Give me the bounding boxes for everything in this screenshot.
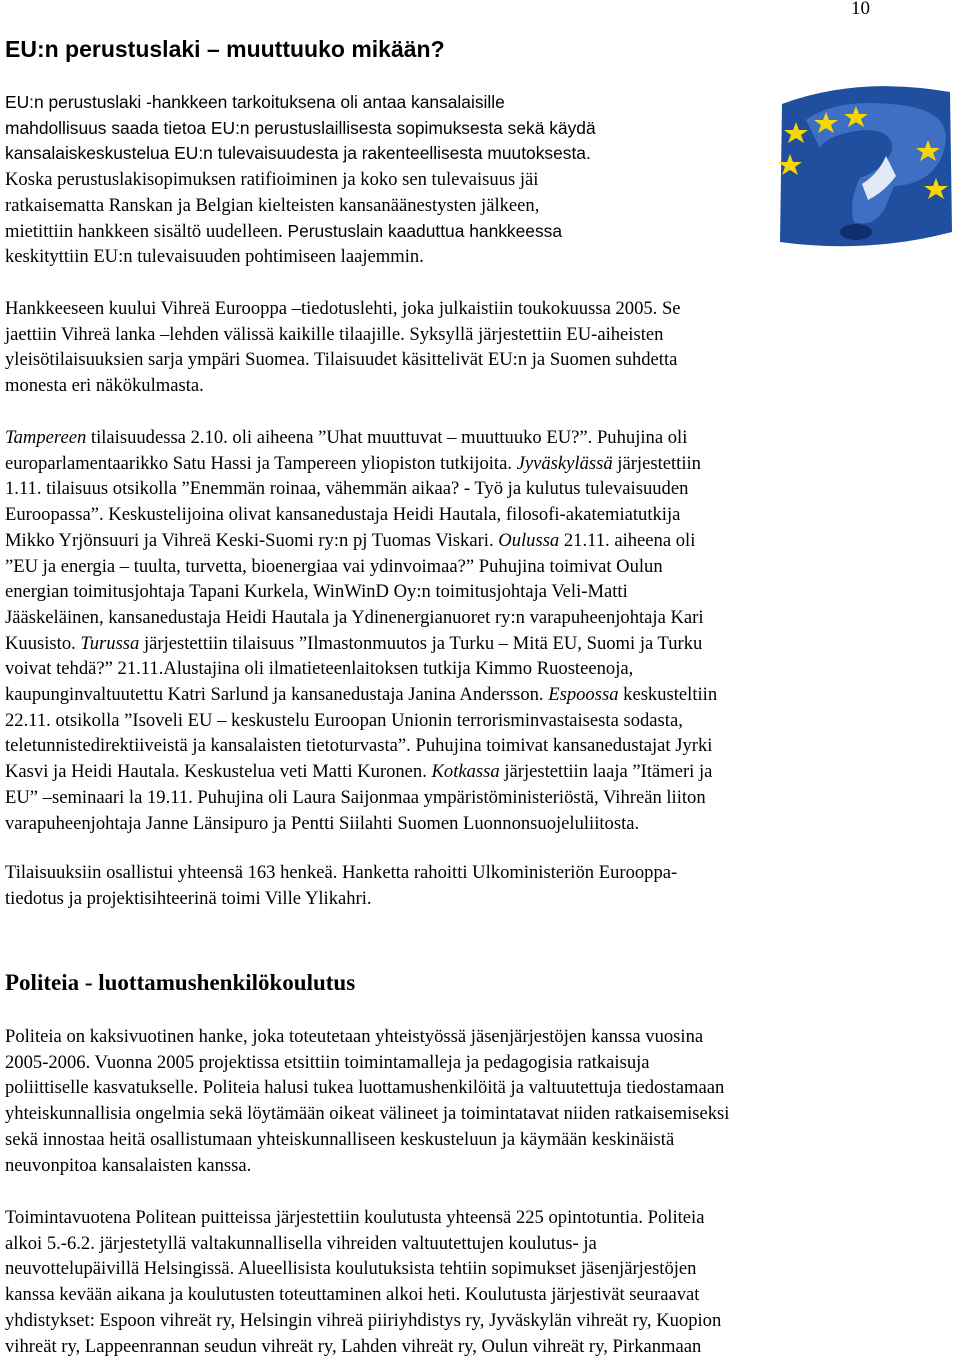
paragraph-line: 22.11. otsikolla ”Isoveli EU – keskustelu Euroopan Unionin terrorisminvastaisesta sodasta, bbox=[5, 709, 683, 731]
paragraph-line: voivat tehdä?” 21.11.Alustajina oli ilmatieteenlaitoksen tutkija Kimmo Ruosteenoja, bbox=[5, 658, 634, 680]
newsletter-paragraph bbox=[5, 296, 681, 399]
paragraph-line: EU” –seminaari la 19.11. Puhujina oli Laura Saijonmaa ympäristöministeriöstä, Vihreän liiton bbox=[5, 786, 706, 808]
paragraph-line: teletunnistedirektiiveistä ja kansalaisten tietoturvasta”. Puhujina toimivat kansanedustajat Jyrki bbox=[5, 735, 713, 757]
paragraph-line: Euroopassa”. Keskustelijoina olivat kansanedustaja Heidi Hautala, filosofi-akatemiatutkija bbox=[5, 504, 681, 526]
city-name: Espoossa bbox=[548, 684, 619, 706]
paragraph-line: yleisötilaisuuksien sarja ympäri Suomea. Tilaisuudet käsittelivät EU:n ja Suomen suhdetta bbox=[5, 349, 678, 371]
politeia-intro-paragraph bbox=[5, 1024, 729, 1178]
paragraph-line: varapuheenjohtaja Janne Länsipuro ja Pentti Siilahti Suomen Luonnonsuojeluliitosta. bbox=[5, 812, 640, 834]
intro-line: Koska perustuslakisopimuksen ratifioiminen ja koko sen tulevaisuus jäi bbox=[5, 169, 539, 191]
line-text: europarlamentaarikko Satu Hassi ja Tampereen yliopiston tutkijoita. bbox=[5, 452, 517, 474]
intro-line: mahdollisuus saada tietoa EU:n perustuslaillisesta sopimuksesta sekä käydä bbox=[5, 117, 596, 138]
events-paragraph bbox=[5, 425, 717, 836]
politeia-training-paragraph bbox=[5, 1205, 721, 1359]
summary-paragraph bbox=[5, 860, 677, 911]
paragraph-line: yhteiskunnallisia ongelmia sekä löytämään oikeat välineet ja toimintatavat niiden ratkaisemiseksi bbox=[5, 1103, 730, 1125]
paragraph-line: Politeia on kaksivuotinen hanke, joka toteutetaan yhteistyössä jäsenjärjestöjen kanssa vuosina bbox=[5, 1026, 704, 1047]
eu-question-logo-icon bbox=[768, 82, 958, 248]
line-text: Kuusisto. bbox=[5, 632, 81, 654]
paragraph-line: 2005-2006. Vuonna 2005 projektissa etsittiin toimintamalleja ja pedagogisia ratkaisuja bbox=[5, 1051, 650, 1073]
city-name: Turussa bbox=[80, 632, 140, 654]
intro-line-part: mietittiin hankkeen sisältö uudelleen. bbox=[5, 220, 288, 242]
line-text: tilaisuudessa 2.10. oli aiheena ”Uhat muuttuvat – muuttuuko EU?”. Puhujina oli bbox=[86, 427, 688, 448]
line-text: kaupunginvaltuutettu Katri Sarlund ja kansanedustaja Janina Andersson. bbox=[5, 684, 549, 706]
line-text: järjestettiin tilaisuus ”Ilmastonmuutos ja Turku – Mitä EU, Suomi ja Turku bbox=[139, 632, 703, 654]
paragraph-line: neuvonpitoa kansalaisten kanssa. bbox=[5, 1154, 252, 1176]
paragraph-line: neuvottelupäivillä Helsingissä. Alueellisista koulutuksista tehtiin sopimukset jäsenjärjestöjen bbox=[5, 1258, 697, 1280]
paragraph-line: monesta eri näkökulmasta. bbox=[5, 375, 204, 397]
paragraph-line: 1.11. tilaisuus otsikolla ”Enemmän roinaa, vähemmän aikaa? - Työ ja kulutus tulevaisuuden bbox=[5, 478, 689, 500]
intro-line: kansalaiskeskustelua EU:n tulevaisuudesta ja rakenteellisesta muutoksesta. bbox=[5, 143, 591, 164]
line-text: järjestettiin laaja ”Itämeri ja bbox=[499, 761, 713, 783]
section-title-politeia: Politeia - luottamushenkilökoulutus bbox=[5, 970, 356, 995]
paragraph-line: Toimintavuotena Politean puitteissa järjestettiin koulutusta yhteensä 225 opintotuntia. Politeia bbox=[5, 1207, 705, 1228]
paragraph-line: Tilaisuuksiin osallistui yhteensä 163 henkeä. Hanketta rahoitti Ulkoministeriön Eurooppa- bbox=[5, 862, 678, 883]
page-number: 10 bbox=[851, 0, 870, 19]
paragraph-line: Hankkeeseen kuului Vihreä Eurooppa –tiedotuslehti, joka julkaistiin toukokuussa 2005. Se bbox=[5, 298, 681, 319]
intro-line: EU:n perustuslaki -hankkeen tarkoituksena oli antaa kansalaisille bbox=[5, 92, 505, 112]
paragraph-line bbox=[5, 631, 717, 657]
intro-paragraph bbox=[5, 90, 596, 270]
line-text: Mikko Yrjönsuuri ja Vihreä Keski-Suomi ry:n pj Tuomas Viskari. bbox=[5, 529, 499, 551]
line-text: järjestettiin bbox=[612, 452, 701, 474]
section-title-eu-constitution: EU:n perustuslaki – muuttuuko mikään? bbox=[5, 36, 445, 62]
paragraph-line bbox=[5, 451, 717, 477]
paragraph-line: jaettiin Vihreä lanka –lehden välissä kaikille tilaajille. Syksyllä järjestettiin EU-aiheisten bbox=[5, 323, 664, 345]
line-text: Kasvi ja Heidi Hautala. Keskustelua veti Matti Kuronen. bbox=[5, 761, 432, 783]
intro-line bbox=[5, 219, 596, 245]
paragraph-line: Jääskeläinen, kansanedustaja Heidi Hautala ja Ydinenergianuoret ry:n varapuheenjohtaja Kari bbox=[5, 606, 704, 628]
intro-line: keskityttiin EU:n tulevaisuuden pohtimiseen laajemmin. bbox=[5, 246, 424, 268]
city-name: Kotkassa bbox=[431, 761, 500, 783]
paragraph-line: alkoi 5.-6.2. järjestetyllä valtakunnallisella vihreiden valtuutettujen koulutus- ja bbox=[5, 1232, 597, 1254]
intro-line: ratkaisematta Ranskan ja Belgian kielteisten kansanäänestysten jälkeen, bbox=[5, 194, 540, 216]
city-name: Oulussa bbox=[498, 529, 560, 551]
paragraph-line bbox=[5, 682, 717, 708]
paragraph-line bbox=[5, 425, 717, 451]
city-name: Tampereen bbox=[5, 427, 87, 448]
paragraph-line: ”EU ja energia – tuulta, turvetta, bioenergiaa vai ydinvoimaa?” Puhujina toimivat Oulun bbox=[5, 555, 663, 577]
paragraph-line bbox=[5, 759, 717, 785]
paragraph-line: tiedotus ja projektisihteerinä toimi Ville Ylikahri. bbox=[5, 887, 372, 909]
paragraph-line: poliittiselle kasvatukselle. Politeia halusi tukea luottamushenkilöitä ja valtuutettuja tiedostamaan bbox=[5, 1077, 725, 1099]
line-text: keskusteltiin bbox=[618, 684, 718, 706]
paragraph-line: sekä innostaa heitä osallistumaan yhteiskunnalliseen keskusteluun ja käymään keskinäistä bbox=[5, 1128, 675, 1150]
city-name: Jyväskylässä bbox=[516, 452, 613, 474]
paragraph-line: energian toimitusjohtaja Tapani Kurkela, WinWinD Oy:n toimitusjohtaja Veli-Matti bbox=[5, 581, 628, 603]
paragraph-line: vihreät ry, Lappeenrannan seudun vihreät ry, Lahden vihreät ry, Oulun vihreät ry, Pirkanmaan bbox=[5, 1335, 702, 1357]
line-text: 21.11. aiheena oli bbox=[559, 529, 696, 551]
intro-line-part: Perustuslain kaaduttua hankkeessa bbox=[287, 220, 563, 241]
paragraph-line: kanssa kevään aikana ja koulutusten toteuttaminen alkoi heti. Koulutusta järjestivät seuraavat bbox=[5, 1284, 700, 1306]
paragraph-line bbox=[5, 528, 717, 554]
paragraph-line: yhdistykset: Espoon vihreät ry, Helsingin vihreä piiriyhdistys ry, Jyväskylän vihreät ry, Kuopion bbox=[5, 1309, 722, 1331]
